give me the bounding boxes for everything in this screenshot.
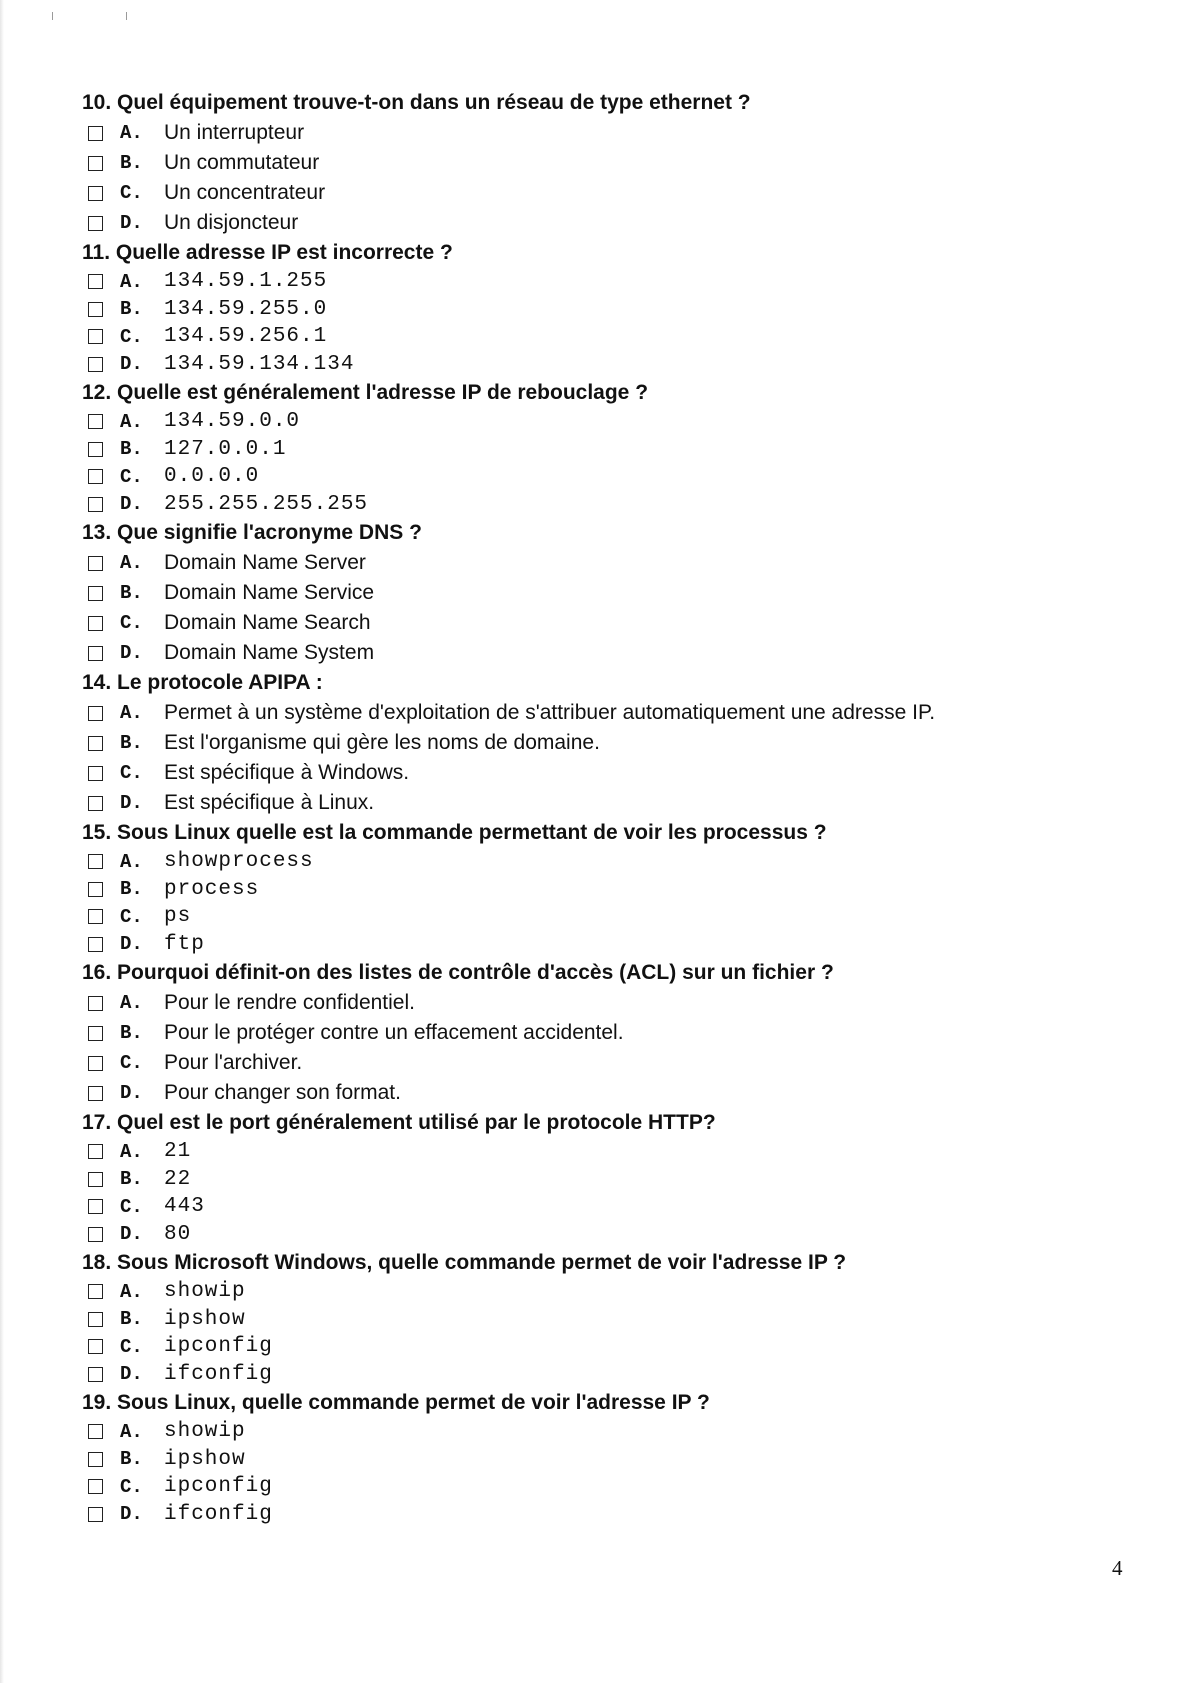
question-13 xyxy=(82,518,1092,668)
answer-checkbox[interactable] xyxy=(88,357,103,372)
answer-option[interactable] xyxy=(82,1048,1092,1078)
question-11 xyxy=(82,238,1092,378)
answer-option[interactable] xyxy=(82,1418,1092,1446)
option-text: Permet à un système d'exploitation de s'attribuer automatiquement une adresse IP. xyxy=(164,701,936,724)
question-list xyxy=(82,88,1092,1528)
answer-option[interactable] xyxy=(82,1166,1092,1194)
answer-checkbox[interactable] xyxy=(88,329,103,344)
answer-option[interactable] xyxy=(82,1278,1092,1306)
scan-mark xyxy=(52,12,53,20)
option-letter: C. xyxy=(120,1475,143,1498)
answer-checkbox[interactable] xyxy=(88,1086,103,1101)
answer-option[interactable] xyxy=(82,988,1092,1018)
option-letter: A. xyxy=(120,992,143,1014)
option-text: 127.0.0.1 xyxy=(164,437,287,461)
answer-checkbox[interactable] xyxy=(88,1312,103,1327)
answer-option[interactable] xyxy=(82,698,1092,728)
answer-option[interactable] xyxy=(82,491,1092,519)
option-text: 134.59.0.0 xyxy=(164,410,301,434)
answer-checkbox[interactable] xyxy=(88,1452,103,1467)
option-text: 21 xyxy=(164,1140,192,1164)
option-text: 255.255.255.255 xyxy=(164,492,369,516)
option-text: Pour le protéger contre un effacement accidentel. xyxy=(164,1021,624,1044)
option-letter: B. xyxy=(120,298,143,321)
option-letter: D. xyxy=(120,1503,143,1526)
question-15 xyxy=(82,818,1092,958)
answer-option[interactable] xyxy=(82,208,1092,238)
option-letter: D. xyxy=(120,1082,143,1104)
answer-checkbox[interactable] xyxy=(88,186,103,201)
answer-checkbox[interactable] xyxy=(88,796,103,811)
option-letter: B. xyxy=(120,1308,143,1331)
question-18 xyxy=(82,1248,1092,1388)
option-letter: A. xyxy=(120,1140,143,1163)
answer-checkbox[interactable] xyxy=(88,1424,103,1439)
option-letter: A. xyxy=(120,1280,143,1303)
option-letter: D. xyxy=(120,493,143,516)
option-letter: A. xyxy=(120,850,143,873)
question-title: 18. Sous Microsoft Windows, quelle commande permet de voir l'adresse IP ? xyxy=(82,1251,847,1274)
answer-option[interactable] xyxy=(82,436,1092,464)
option-text: process xyxy=(164,877,260,901)
answer-option[interactable] xyxy=(82,931,1092,959)
answer-option[interactable] xyxy=(82,323,1092,351)
option-text: Domain Name Search xyxy=(164,611,371,634)
question-title: 12. Quelle est généralement l'adresse IP de rebouclage ? xyxy=(82,381,649,404)
option-letter: B. xyxy=(120,152,143,174)
answer-checkbox[interactable] xyxy=(88,736,103,751)
answer-option[interactable] xyxy=(82,296,1092,324)
answer-checkbox[interactable] xyxy=(88,556,103,571)
question-14 xyxy=(82,668,1092,818)
option-text: Domain Name Service xyxy=(164,581,375,604)
option-text: ftp xyxy=(164,932,205,956)
answer-checkbox[interactable] xyxy=(88,1339,103,1354)
option-letter: B. xyxy=(120,582,143,604)
answer-checkbox[interactable] xyxy=(88,156,103,171)
answer-option[interactable] xyxy=(82,1361,1092,1389)
answer-option[interactable] xyxy=(82,903,1092,931)
option-letter: C. xyxy=(120,1052,143,1074)
option-letter: C. xyxy=(120,1195,143,1218)
option-letter: D. xyxy=(120,212,143,234)
answer-option[interactable] xyxy=(82,548,1092,578)
option-text: Un disjoncteur xyxy=(164,211,299,234)
answer-option[interactable] xyxy=(82,1193,1092,1221)
answer-option[interactable] xyxy=(82,1018,1092,1048)
question-title: 16. Pourquoi définit-on des listes de contrôle d'accès (ACL) sur un fichier ? xyxy=(82,961,834,984)
option-text: 134.59.1.255 xyxy=(164,270,328,294)
answer-option[interactable] xyxy=(82,1306,1092,1334)
scan-mark xyxy=(126,12,127,20)
option-letter: B. xyxy=(120,1022,143,1044)
question-19 xyxy=(82,1388,1092,1528)
option-text: 443 xyxy=(164,1195,205,1219)
answer-checkbox[interactable] xyxy=(88,1479,103,1494)
option-text: Pour l'archiver. xyxy=(164,1051,303,1074)
option-letter: B. xyxy=(120,438,143,461)
option-letter: B. xyxy=(120,1168,143,1191)
option-letter: C. xyxy=(120,762,143,784)
option-text: Domain Name Server xyxy=(164,551,366,574)
option-text: Est spécifique à Linux. xyxy=(164,791,375,814)
answer-checkbox[interactable] xyxy=(88,1507,103,1522)
question-title: 11. Quelle adresse IP est incorrecte ? xyxy=(82,241,453,264)
answer-checkbox[interactable] xyxy=(88,274,103,289)
answer-checkbox[interactable] xyxy=(88,302,103,317)
answer-checkbox[interactable] xyxy=(88,216,103,231)
option-text: Un interrupteur xyxy=(164,121,305,144)
answer-option[interactable] xyxy=(82,608,1092,638)
answer-checkbox[interactable] xyxy=(88,766,103,781)
option-letter: B. xyxy=(120,878,143,901)
option-letter: A. xyxy=(120,1420,143,1443)
question-title: 19. Sous Linux, quelle commande permet de voir l'adresse IP ? xyxy=(82,1391,710,1414)
option-letter: D. xyxy=(120,353,143,376)
option-text: Pour le rendre confidentiel. xyxy=(164,991,415,1014)
answer-option[interactable] xyxy=(82,1473,1092,1501)
answer-checkbox[interactable] xyxy=(88,1367,103,1382)
answer-option[interactable] xyxy=(82,148,1092,178)
answer-checkbox[interactable] xyxy=(88,1227,103,1242)
answer-checkbox[interactable] xyxy=(88,1199,103,1214)
option-text: 134.59.134.134 xyxy=(164,352,355,376)
option-text: showip xyxy=(164,1420,246,1444)
option-letter: C. xyxy=(120,182,143,204)
option-letter: C. xyxy=(120,905,143,928)
option-text: Est spécifique à Windows. xyxy=(164,761,410,784)
answer-checkbox[interactable] xyxy=(88,1172,103,1187)
option-text: Un concentrateur xyxy=(164,181,326,204)
option-text: ipconfig xyxy=(164,1335,273,1359)
option-text: Domain Name System xyxy=(164,641,375,664)
answer-option[interactable] xyxy=(82,1333,1092,1361)
answer-checkbox[interactable] xyxy=(88,414,103,429)
answer-checkbox[interactable] xyxy=(88,882,103,897)
answer-checkbox[interactable] xyxy=(88,937,103,952)
option-letter: C. xyxy=(120,325,143,348)
answer-option[interactable] xyxy=(82,788,1092,818)
option-text: 0.0.0.0 xyxy=(164,465,260,489)
question-title: 14. Le protocole APIPA : xyxy=(82,671,323,694)
answer-option[interactable] xyxy=(82,638,1092,668)
answer-option[interactable] xyxy=(82,728,1092,758)
question-title: 15. Sous Linux quelle est la commande permettant de voir les processus ? xyxy=(82,821,827,844)
answer-option[interactable] xyxy=(82,1138,1092,1166)
option-letter: D. xyxy=(120,1223,143,1246)
option-letter: D. xyxy=(120,933,143,956)
answer-option[interactable] xyxy=(82,408,1092,436)
answer-checkbox[interactable] xyxy=(88,1144,103,1159)
option-text: ifconfig xyxy=(164,1502,273,1526)
answer-option[interactable] xyxy=(82,1078,1092,1108)
option-letter: D. xyxy=(120,642,143,664)
option-text: 134.59.256.1 xyxy=(164,325,328,349)
option-letter: A. xyxy=(120,552,143,574)
answer-checkbox[interactable] xyxy=(88,616,103,631)
option-text: ipshow xyxy=(164,1447,246,1471)
option-text: 22 xyxy=(164,1167,192,1191)
question-title: 17. Quel est le port généralement utilisé par le protocole HTTP? xyxy=(82,1111,716,1134)
answer-checkbox[interactable] xyxy=(88,706,103,721)
answer-checkbox[interactable] xyxy=(88,646,103,661)
option-text: Est l'organisme qui gère les noms de domaine. xyxy=(164,731,600,754)
answer-checkbox[interactable] xyxy=(88,909,103,924)
option-text: 134.59.255.0 xyxy=(164,297,328,321)
question-title: 10. Quel équipement trouve-t-on dans un réseau de type ethernet ? xyxy=(82,91,751,114)
answer-option[interactable] xyxy=(82,1501,1092,1529)
option-text: showip xyxy=(164,1280,246,1304)
answer-checkbox[interactable] xyxy=(88,586,103,601)
answer-option[interactable] xyxy=(82,848,1092,876)
question-10 xyxy=(82,88,1092,238)
answer-option[interactable] xyxy=(82,118,1092,148)
option-letter: C. xyxy=(120,612,143,634)
option-text: showprocess xyxy=(164,850,314,874)
option-letter: A. xyxy=(120,122,143,144)
question-title: 13. Que signifie l'acronyme DNS ? xyxy=(82,521,422,544)
answer-checkbox[interactable] xyxy=(88,854,103,869)
page-number: 4 xyxy=(1112,1556,1123,1580)
answer-option[interactable] xyxy=(82,1221,1092,1249)
option-letter: C. xyxy=(120,1335,143,1358)
answer-option[interactable] xyxy=(82,578,1092,608)
answer-option[interactable] xyxy=(82,178,1092,208)
answer-option[interactable] xyxy=(82,1446,1092,1474)
option-text: ifconfig xyxy=(164,1362,273,1386)
answer-checkbox[interactable] xyxy=(88,1284,103,1299)
answer-option[interactable] xyxy=(82,268,1092,296)
option-letter: A. xyxy=(120,410,143,433)
question-16 xyxy=(82,958,1092,1108)
option-text: ipconfig xyxy=(164,1475,273,1499)
answer-checkbox[interactable] xyxy=(88,996,103,1011)
answer-option[interactable] xyxy=(82,758,1092,788)
option-text: Pour changer son format. xyxy=(164,1081,401,1104)
option-text: 80 xyxy=(164,1222,192,1246)
option-letter: D. xyxy=(120,1363,143,1386)
question-12 xyxy=(82,378,1092,518)
answer-checkbox[interactable] xyxy=(88,1056,103,1071)
option-letter: B. xyxy=(120,732,143,754)
option-letter: B. xyxy=(120,1448,143,1471)
option-letter: A. xyxy=(120,270,143,293)
answer-option[interactable] xyxy=(82,351,1092,379)
answer-checkbox[interactable] xyxy=(88,1026,103,1041)
answer-checkbox[interactable] xyxy=(88,442,103,457)
question-17 xyxy=(82,1108,1092,1248)
answer-option[interactable] xyxy=(82,463,1092,491)
option-text: ps xyxy=(164,905,192,929)
option-letter: D. xyxy=(120,792,143,814)
option-text: ipshow xyxy=(164,1307,246,1331)
answer-checkbox[interactable] xyxy=(88,469,103,484)
answer-option[interactable] xyxy=(82,876,1092,904)
option-letter: A. xyxy=(120,702,143,724)
page-edge-shadow xyxy=(0,0,4,1683)
answer-checkbox[interactable] xyxy=(88,497,103,512)
answer-checkbox[interactable] xyxy=(88,126,103,141)
option-text: Un commutateur xyxy=(164,151,320,174)
option-letter: C. xyxy=(120,465,143,488)
